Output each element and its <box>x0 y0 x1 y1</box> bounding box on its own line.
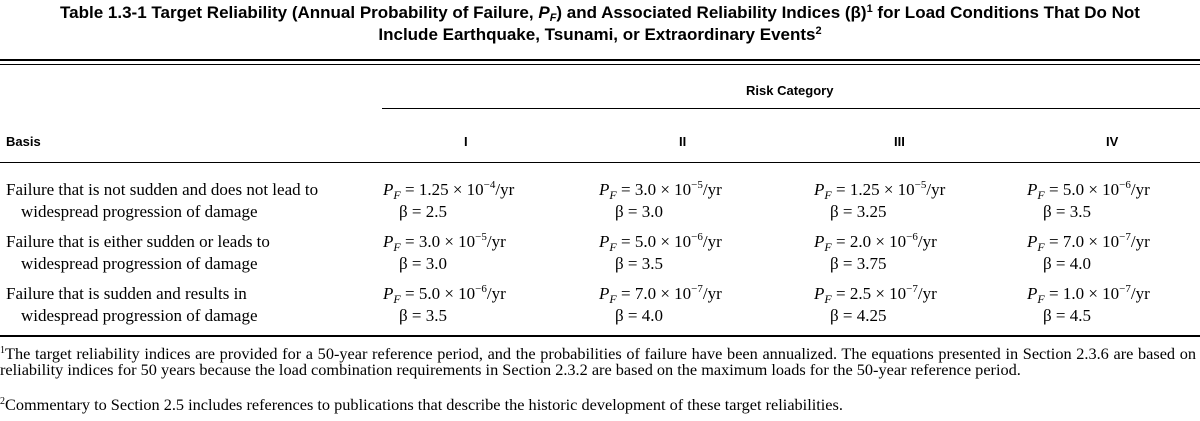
table-row-2-cat-4: $P_F = 7.0 \times 10^{-7}/yr$ β = 4.0 <box>1027 231 1150 273</box>
table-row-1-basis: Failure that is not sudden and does not lead to widespread progression of damage <box>6 180 319 221</box>
risk-category-header: Risk Category <box>746 83 834 98</box>
header-rule <box>0 162 1200 163</box>
table-row-3-basis: Failure that is sudden and results in widespread progression of damage <box>6 284 258 325</box>
table-row-3-cat-3: $P_F = 2.5 \times 10^{-7}/yr$ β = 4.25 <box>814 283 937 325</box>
table-row-2-cat-3: $P_F = 2.0 \times 10^{-6}/yr$ β = 3.75 <box>814 231 937 273</box>
basis-header: Basis <box>6 134 41 149</box>
table-row-1-cat-2: $P_F = 3.0 \times 10^{-5}/yr$ β = 3.0 <box>599 179 722 221</box>
category-header-2: II <box>679 134 687 149</box>
table-title-line-1: Table 1.3-1 Target Reliability (Annual Probability of Failure, $P_F$) and Associated Reliability Indices $(\beta)^1$ for Load Conditions That Do Not <box>60 3 1140 24</box>
category-header-1: I <box>464 134 468 149</box>
table-row-1-cat-4: $P_F = 5.0 \times 10^{-6}/yr$ β = 3.5 <box>1027 179 1150 221</box>
footnote-2: $^2$Commentary to Section 2.5 includes references to publications that describe the historic development of these target reliabilities. <box>0 395 843 414</box>
top-rule-thick <box>0 59 1200 61</box>
bottom-rule <box>0 335 1200 337</box>
table-row-3-cat-4: $P_F = 1.0 \times 10^{-7}/yr$ β = 4.5 <box>1027 283 1150 325</box>
footnote-1: $^1$The target reliability indices are provided for a 50-year reference period, and the probabilities of failure have been annualized. The equations presented in Section 2.3.6 are based on reliability indices for 50 years because the load combination requirements in Section 2.3.2 are based on the maximum loads for the 50-year reference period. <box>0 344 1196 379</box>
top-rule-thin <box>0 64 1200 65</box>
table-title <box>0 2 1200 46</box>
table-row-3-cat-2: $P_F = 7.0 \times 10^{-7}/yr$ β = 4.0 <box>599 283 722 325</box>
table-row-1-cat-1: $P_F = 1.25 \times 10^{-4}/yr$ β = 2.5 <box>383 179 515 221</box>
risk-category-underline <box>382 108 1200 109</box>
table-row-3-cat-1: $P_F = 5.0 \times 10^{-6}/yr$ β = 3.5 <box>383 283 506 325</box>
table-title-line-2: Include Earthquake, Tsunami, or Extraordinary Events$^2$ <box>378 25 822 44</box>
table-row-2-cat-1: $P_F = 3.0 \times 10^{-5}/yr$ β = 3.0 <box>383 231 506 273</box>
category-header-4: IV <box>1106 134 1119 149</box>
table-row-1-cat-3: $P_F = 1.25 \times 10^{-5}/yr$ β = 3.25 <box>814 179 946 221</box>
table-row-2-basis: Failure that is either sudden or leads to widespread progression of damage <box>6 232 270 273</box>
table-row-2-cat-2: $P_F = 5.0 \times 10^{-6}/yr$ β = 3.5 <box>599 231 722 273</box>
category-header-3: III <box>894 134 905 149</box>
